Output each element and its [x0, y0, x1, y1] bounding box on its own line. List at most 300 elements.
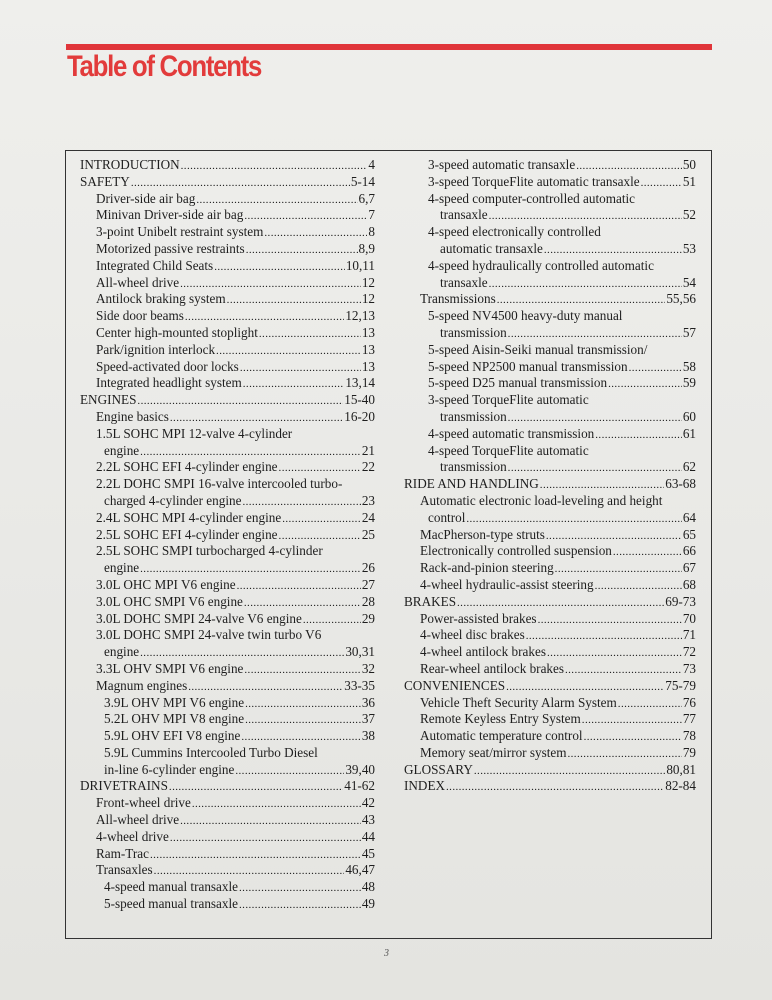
toc-entry [404, 695, 696, 712]
dot-leader [259, 326, 361, 342]
toc-entry-page: 80,81 [666, 761, 696, 777]
toc-entry-page: 75-79 [665, 677, 696, 693]
dot-leader [608, 376, 682, 392]
dot-leader [555, 561, 682, 577]
dot-leader [457, 595, 664, 611]
toc-entry-page: 43 [361, 812, 375, 828]
toc-entry-page: 27 [361, 576, 375, 592]
toc-entry-page: 12,13 [345, 308, 375, 324]
toc-entry-label: 1.5L SOHC MPI 12-valve 4-cylinder [96, 425, 293, 441]
dot-leader [235, 763, 344, 779]
toc-entry-label: 5-speed manual transaxle [104, 896, 239, 912]
toc-entry [404, 745, 696, 762]
toc-entry [404, 174, 696, 191]
toc-entry [80, 325, 375, 342]
dot-leader [547, 645, 682, 661]
toc-entry [80, 829, 375, 846]
dot-leader [245, 696, 361, 712]
toc-entry-label: Antilock braking system [96, 291, 226, 307]
toc-entry-page: 6,7 [358, 190, 375, 206]
dot-leader [131, 175, 350, 191]
dot-leader [227, 292, 361, 308]
toc-entry [404, 728, 696, 745]
toc-entry [404, 443, 696, 460]
dot-leader [497, 292, 666, 308]
toc-left-column [80, 157, 375, 913]
toc-entry-label: Center high-mounted stoplight [96, 324, 258, 340]
toc-entry [80, 342, 375, 359]
toc-entry-page: 70 [682, 610, 696, 626]
dot-leader [489, 208, 682, 224]
toc-entry-label: 4-speed electronically controlled [428, 224, 601, 240]
toc-entry [80, 862, 375, 879]
toc-entry-page: 69-73 [665, 593, 696, 609]
toc-entry [80, 174, 375, 191]
toc-entry-label: transaxle [440, 207, 488, 223]
dot-leader [245, 712, 361, 728]
toc-entry-label: 2.5L SOHC EFI 4-cylinder engine [96, 526, 278, 542]
toc-entry-label: 4-wheel disc brakes [420, 627, 525, 643]
toc-entry-label: 3.0L OHC MPI V6 engine [96, 576, 236, 592]
toc-entry [404, 359, 696, 376]
toc-entry-page: 54 [682, 274, 696, 290]
toc-entry-page: 15-40 [344, 392, 375, 408]
toc-entry-page: 13 [361, 341, 375, 357]
toc-entry [404, 392, 696, 409]
toc-entry-label: 4-speed computer-controlled automatic [428, 190, 635, 206]
toc-entry-page: 33-35 [344, 677, 375, 693]
toc-entry-page: 48 [361, 879, 375, 895]
toc-entry [80, 879, 375, 896]
toc-entry-page: 13 [361, 358, 375, 374]
toc-entry [80, 728, 375, 745]
toc-entry-label: Minivan Driver-side air bag [96, 207, 244, 223]
dot-leader [466, 511, 681, 527]
toc-entry-label: INDEX [404, 778, 446, 794]
toc-entry-label: 3.3L OHV SMPI V6 engine [96, 660, 244, 676]
dot-leader [150, 847, 361, 863]
toc-entry [404, 661, 696, 678]
dot-leader [508, 460, 682, 476]
toc-entry [404, 762, 696, 779]
toc-entry-label: Park/ignition interlock [96, 341, 216, 357]
toc-entry-page: 21 [361, 442, 375, 458]
toc-entry [80, 896, 375, 913]
toc-entry-page: 53 [682, 240, 696, 256]
toc-entry-label: 4-wheel antilock brakes [420, 644, 546, 660]
toc-entry-label: transmission [440, 408, 507, 424]
toc-entry [80, 409, 375, 426]
toc-entry-label: GLOSSARY [404, 761, 473, 777]
toc-entry-page: 46,47 [345, 862, 375, 878]
toc-entry-label: Rear-wheel antilock brakes [420, 660, 564, 676]
toc-entry [80, 627, 375, 644]
toc-entry-label: automatic transaxle [440, 240, 543, 256]
toc-entry-page: 16-20 [344, 408, 375, 424]
toc-entry-page: 79 [682, 744, 696, 760]
toc-entry [404, 224, 696, 241]
toc-entry [80, 191, 375, 208]
toc-entry [404, 258, 696, 275]
dot-leader [508, 410, 682, 426]
toc-entry-page: 13,14 [345, 375, 375, 391]
toc-entry-label: Front-wheel drive [96, 795, 191, 811]
dot-leader [243, 376, 345, 392]
dot-leader [169, 779, 343, 795]
toc-entry-label: 5-speed Aisin-Seiki manual transmission/ [428, 341, 648, 357]
toc-entry-label: 3-speed TorqueFlite automatic [428, 392, 589, 408]
toc-entry-page: 63-68 [665, 476, 696, 492]
toc-entry [80, 795, 375, 812]
dot-leader [214, 259, 345, 275]
toc-entry [404, 241, 696, 258]
toc-entry [404, 678, 696, 695]
toc-entry-label: Vehicle Theft Security Alarm System [420, 694, 617, 710]
toc-entry-label: SAFETY [80, 173, 130, 189]
toc-entry-label: 5-speed D25 manual transmission [428, 375, 608, 391]
toc-entry-page: 58 [682, 358, 696, 374]
dot-leader [279, 528, 361, 544]
toc-entry-label: Memory seat/mirror system [420, 744, 567, 760]
toc-entry-page: 23 [361, 492, 375, 508]
toc-entry-label: Power-assisted brakes [420, 610, 537, 626]
toc-entry [404, 711, 696, 728]
toc-entry-page: 5-14 [350, 173, 375, 189]
toc-entry-label: transmission [440, 459, 507, 475]
dot-leader [242, 494, 360, 510]
toc-entry [404, 325, 696, 342]
toc-entry-label: 4-speed TorqueFlite automatic [428, 442, 589, 458]
toc-entry-page: 68 [682, 576, 696, 592]
dot-leader [241, 729, 360, 745]
toc-entry [80, 392, 375, 409]
dot-leader [181, 158, 368, 174]
toc-entry-label: Motorized passive restraints [96, 240, 245, 256]
toc-entry-label: 4-wheel drive [96, 828, 169, 844]
toc-entry-page: 55,56 [666, 291, 696, 307]
dot-leader [140, 645, 344, 661]
toc-entry [80, 594, 375, 611]
toc-entry [404, 560, 696, 577]
toc-entry [80, 510, 375, 527]
toc-entry [80, 308, 375, 325]
dot-leader [576, 158, 682, 174]
toc-entry [80, 762, 375, 779]
toc-entry-page: 37 [361, 711, 375, 727]
toc-entry-page: 60 [682, 408, 696, 424]
toc-entry-page: 36 [361, 694, 375, 710]
toc-entry-label: All-wheel drive [96, 274, 180, 290]
toc-entry [404, 291, 696, 308]
dot-leader [180, 813, 361, 829]
toc-entry-page: 42 [361, 795, 375, 811]
dot-leader [180, 276, 361, 292]
toc-entry [80, 459, 375, 476]
dot-leader [246, 242, 358, 258]
toc-entry [80, 678, 375, 695]
dot-leader [544, 242, 682, 258]
dot-leader [239, 880, 361, 896]
toc-entry-label: 5.9L OHV EFI V8 engine [104, 728, 241, 744]
toc-entry-label: 4-speed manual transaxle [104, 879, 239, 895]
toc-entry-page: 4 [368, 157, 375, 172]
toc-entry [404, 611, 696, 628]
toc-entry-page: 59 [682, 375, 696, 391]
toc-entry-label: Electronically controlled suspension [420, 543, 612, 559]
dot-leader [584, 729, 682, 745]
toc-entry-label: Speed-activated door locks [96, 358, 239, 374]
toc-entry-label: Transmissions [420, 291, 496, 307]
toc-entry-page: 82-84 [665, 778, 696, 794]
toc-entry-page: 45 [361, 845, 375, 861]
toc-entry [404, 493, 696, 510]
toc-entry [404, 527, 696, 544]
toc-entry [404, 207, 696, 224]
toc-entry-label: Magnum engines [96, 677, 188, 693]
toc-entry-page: 8,9 [358, 240, 375, 256]
toc-entry-label: Integrated headlight system [96, 375, 242, 391]
toc-entry [80, 644, 375, 661]
dot-leader [239, 897, 361, 913]
toc-entry [404, 577, 696, 594]
toc-entry-page: 41-62 [344, 778, 375, 794]
toc-entry-page: 66 [682, 543, 696, 559]
toc-entry [404, 308, 696, 325]
toc-entry-label: 3-speed TorqueFlite automatic transaxle [428, 173, 640, 189]
toc-entry-label: 3-speed automatic transaxle [428, 157, 576, 172]
toc-entry-label: BRAKES [404, 593, 457, 609]
dot-leader [641, 175, 682, 191]
toc-entry-label: 2.5L SOHC SMPI turbocharged 4-cylinder [96, 543, 323, 559]
toc-entry-page: 51 [682, 173, 696, 189]
dot-leader [196, 192, 357, 208]
toc-entry-label: DRIVETRAINS [80, 778, 168, 794]
toc-entry [80, 359, 375, 376]
dot-leader [489, 276, 682, 292]
toc-right-column [404, 157, 696, 795]
toc-entry [80, 661, 375, 678]
toc-entry-page: 44 [361, 828, 375, 844]
dot-leader [185, 309, 344, 325]
toc-entry [404, 459, 696, 476]
dot-leader [565, 662, 682, 678]
toc-entry-label: charged 4-cylinder engine [104, 492, 242, 508]
toc-entry-label: engine [104, 560, 140, 576]
dot-leader [244, 662, 360, 678]
toc-entry-label: Integrated Child Seats [96, 257, 214, 273]
toc-entry [80, 527, 375, 544]
toc-entry-page: 52 [682, 207, 696, 223]
toc-entry-label: Side door beams [96, 308, 184, 324]
toc-entry-page: 77 [682, 711, 696, 727]
toc-entry [80, 711, 375, 728]
toc-entry [80, 241, 375, 258]
toc-entry [80, 493, 375, 510]
dot-leader [546, 528, 682, 544]
toc-entry-page: 22 [361, 459, 375, 475]
toc-entry-label: engine [104, 644, 140, 660]
toc-entry-page: 13 [361, 324, 375, 340]
toc-entry [80, 745, 375, 762]
toc-entry-label: Automatic temperature control [420, 728, 583, 744]
toc-entry [404, 342, 696, 359]
toc-entry [80, 157, 375, 174]
toc-entry [80, 207, 375, 224]
toc-entry-page: 39,40 [345, 761, 375, 777]
toc-entry-label: 4-wheel hydraulic-assist steering [420, 576, 594, 592]
dot-leader [192, 796, 361, 812]
toc-entry-page: 49 [361, 896, 375, 912]
toc-entry [404, 543, 696, 560]
toc-entry [80, 695, 375, 712]
toc-entry-page: 25 [361, 526, 375, 542]
toc-entry-page: 76 [682, 694, 696, 710]
toc-entry-label: transmission [440, 324, 507, 340]
dot-leader [240, 360, 361, 376]
toc-entry [80, 275, 375, 292]
toc-entry-page: 61 [682, 425, 696, 441]
dot-leader [264, 225, 367, 241]
dot-leader [154, 863, 345, 879]
toc-entry [80, 543, 375, 560]
dot-leader [244, 595, 361, 611]
dot-leader [303, 612, 361, 628]
dot-leader [568, 746, 682, 762]
toc-entry-page: 12 [361, 274, 375, 290]
dot-leader [618, 696, 682, 712]
toc-entry [80, 560, 375, 577]
toc-entry-label: 3.0L DOHC SMPI 24-valve V6 engine [96, 610, 302, 626]
dot-leader [595, 427, 682, 443]
toc-entry [404, 778, 696, 795]
dot-leader [188, 679, 343, 695]
dot-leader [140, 561, 361, 577]
toc-entry-page: 38 [361, 728, 375, 744]
page-title: Table of Contents [67, 50, 262, 83]
toc-entry-label: Engine basics [96, 408, 169, 424]
toc-entry-label: Driver-side air bag [96, 190, 196, 206]
toc-entry-page: 8 [368, 224, 375, 240]
toc-entry-label: INTRODUCTION [80, 157, 180, 172]
toc-entry [80, 258, 375, 275]
toc-entry-label: 5.9L Cummins Intercooled Turbo Diesel [104, 744, 318, 760]
toc-entry [404, 510, 696, 527]
toc-entry-page: 73 [682, 660, 696, 676]
toc-entry-page: 57 [682, 324, 696, 340]
toc-entry [80, 443, 375, 460]
dot-leader [237, 578, 361, 594]
toc-entry [404, 594, 696, 611]
toc-entry [80, 778, 375, 795]
dot-leader [244, 208, 367, 224]
toc-entry [80, 611, 375, 628]
dot-leader [170, 830, 361, 846]
toc-entry-label: MacPherson-type struts [420, 526, 545, 542]
page-number: 3 [384, 948, 389, 959]
toc-entry [404, 644, 696, 661]
dot-leader [540, 477, 664, 493]
toc-entry-page: 67 [682, 560, 696, 576]
toc-entry-page: 62 [682, 459, 696, 475]
toc-entry-page: 29 [361, 610, 375, 626]
toc-entry-label: 2.2L SOHC EFI 4-cylinder engine [96, 459, 278, 475]
toc-entry-page: 71 [682, 627, 696, 643]
toc-entry [404, 275, 696, 292]
toc-entry-label: transaxle [440, 274, 488, 290]
toc-entry-label: RIDE AND HANDLING [404, 476, 539, 492]
toc-entry-page: 30,31 [345, 644, 375, 660]
toc-entry-label: 3.0L OHC SMPI V6 engine [96, 593, 243, 609]
toc-entry-label: Ram-Trac [96, 845, 149, 861]
toc-entry-label: Automatic electronic load-leveling and height [420, 492, 663, 508]
toc-entry-label: Remote Keyless Entry System [420, 711, 581, 727]
toc-entry-label: Rack-and-pinion steering [420, 560, 554, 576]
toc-entry-label: 5.2L OHV MPI V8 engine [104, 711, 245, 727]
toc-entry-label: 3-point Unibelt restraint system [96, 224, 264, 240]
toc-entry-page: 65 [682, 526, 696, 542]
toc-entry-page: 32 [361, 660, 375, 676]
toc-entry-label: All-wheel drive [96, 812, 180, 828]
toc-entry [404, 476, 696, 493]
toc-entry-label: 3.0L DOHC SMPI 24-valve twin turbo V6 [96, 627, 322, 643]
toc-entry [80, 375, 375, 392]
toc-entry [80, 476, 375, 493]
toc-entry-label: 3.9L OHV MPI V6 engine [104, 694, 245, 710]
toc-entry [80, 577, 375, 594]
toc-entry-page: 24 [361, 509, 375, 525]
toc-entry-label: 5-speed NP2500 manual transmission [428, 358, 628, 374]
toc-entry [404, 409, 696, 426]
dot-leader [137, 393, 343, 409]
toc-entry-label: 4-speed hydraulically controlled automatic [428, 257, 654, 273]
toc-entry [80, 224, 375, 241]
dot-leader [508, 326, 682, 342]
dot-leader [538, 612, 682, 628]
toc-entry-page: 26 [361, 560, 375, 576]
dot-leader [526, 628, 682, 644]
toc-entry-label: Transaxles [96, 862, 153, 878]
toc-entry-page: 28 [361, 593, 375, 609]
toc-entry-label: ENGINES [80, 392, 137, 408]
toc-entry-page: 12 [361, 291, 375, 307]
dot-leader [629, 360, 682, 376]
toc-entry-label: 2.4L SOHC MPI 4-cylinder engine [96, 509, 282, 525]
toc-entry-page: 10,11 [345, 257, 375, 273]
dot-leader [446, 779, 664, 795]
dot-leader [282, 511, 361, 527]
toc-entry-label: 2.2L DOHC SMPI 16-valve intercooled turbo- [96, 476, 343, 492]
toc-entry-label: 5-speed NV4500 heavy-duty manual [428, 308, 623, 324]
toc-entry [404, 426, 696, 443]
toc-entry-label: engine [104, 442, 140, 458]
toc-entry-label: CONVENIENCES [404, 677, 506, 693]
toc-entry-label: in-line 6-cylinder engine [104, 761, 235, 777]
dot-leader [595, 578, 682, 594]
toc-entry-page: 7 [368, 207, 375, 223]
dot-leader [474, 763, 665, 779]
toc-entry [404, 191, 696, 208]
toc-entry [80, 812, 375, 829]
toc-entry [80, 291, 375, 308]
toc-entry [80, 846, 375, 863]
toc-entry [404, 627, 696, 644]
toc-entry [404, 375, 696, 392]
toc-entry [404, 157, 696, 174]
dot-leader [506, 679, 664, 695]
toc-entry-page: 72 [682, 644, 696, 660]
dot-leader [582, 712, 682, 728]
dot-leader [279, 460, 361, 476]
